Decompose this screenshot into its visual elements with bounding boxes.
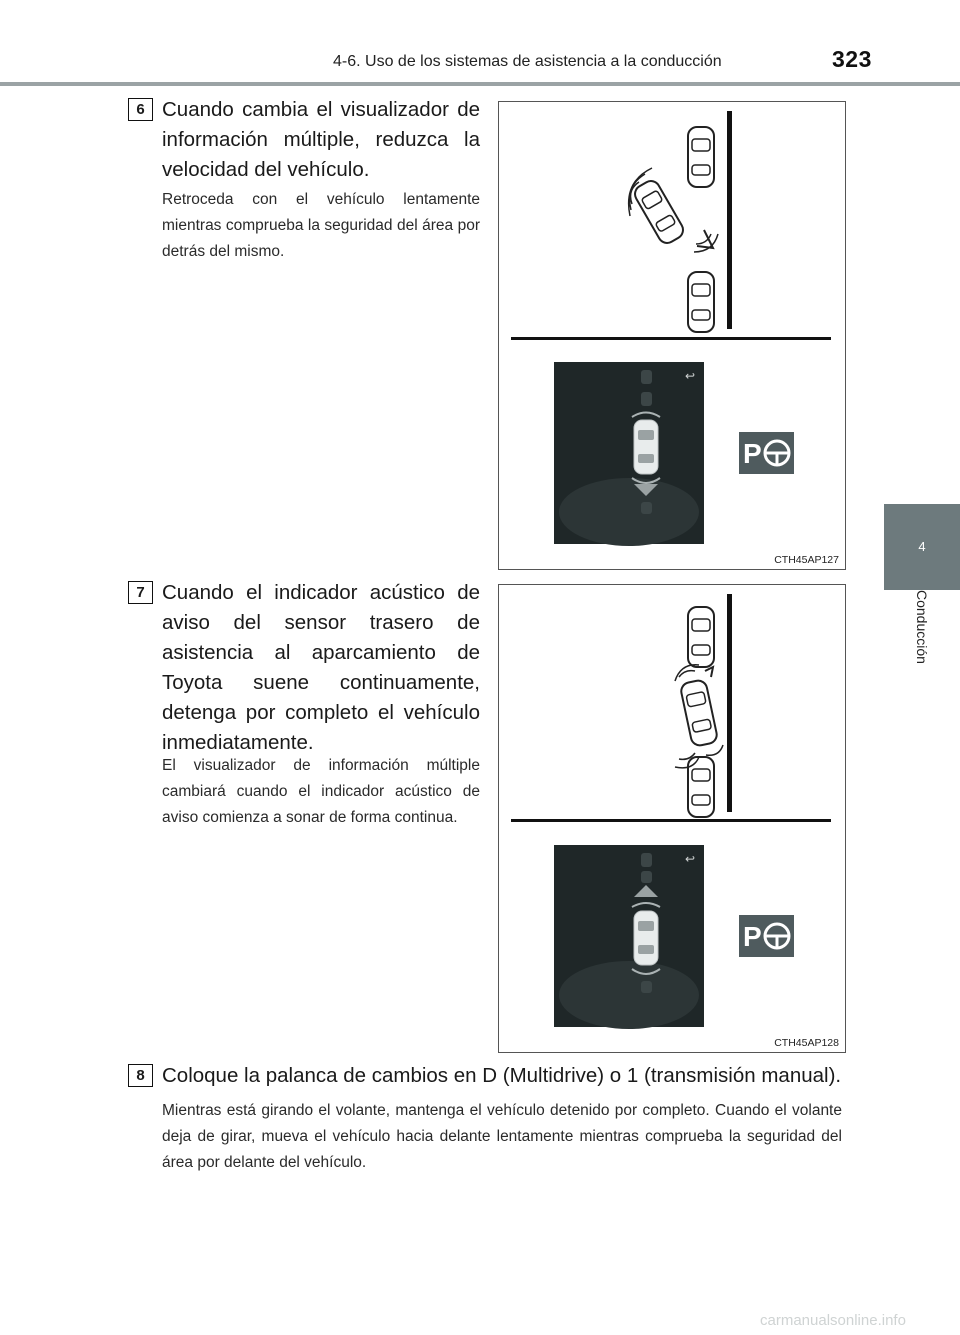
return-arrow-icon: ↩	[685, 369, 696, 383]
reversing-car-icon	[632, 178, 687, 246]
obstacle-block	[641, 370, 652, 384]
figure-step-7	[498, 584, 846, 1053]
vehicle-display-icon	[634, 420, 658, 474]
obstacle-block	[641, 853, 652, 867]
parked-car-bottom-icon	[688, 272, 714, 332]
page-number: 323	[832, 46, 872, 72]
parked-car-top-icon	[688, 127, 714, 187]
step-8-body: Mientras está girando el volante, mantenga el vehículo detenido por completo. Cuando el volante deja de girar, mueva el vehículo hacia delante lentamente mientras comprueba la seguridad del área por delante del vehículo.	[162, 1102, 842, 1171]
step-6-title: Cuando cambia el visualizador de información múltiple, reduzca la velocidad del vehículo.	[162, 98, 480, 181]
return-arrow-icon: ↩	[685, 852, 696, 866]
figure-divider	[511, 337, 831, 340]
figure-code-6: CTH45AP127	[774, 554, 839, 566]
parked-car-top-icon	[688, 607, 714, 667]
parking-steering-icon	[739, 432, 794, 474]
obstacle-block	[641, 392, 652, 406]
vehicle-display-icon	[634, 911, 658, 965]
reverse-arrow-icon	[697, 230, 713, 248]
parking-steering-icon	[739, 915, 794, 957]
chapter-label-container	[884, 590, 960, 760]
watermark: carmanualsonline.info	[760, 1312, 906, 1329]
figure-code-7: CTH45AP128	[774, 1037, 839, 1049]
chapter-tab: 4	[884, 504, 960, 590]
chapter-label: Conducción	[914, 590, 930, 664]
forward-arrow-icon	[705, 667, 713, 677]
stopped-car-icon	[680, 679, 719, 747]
step-number-6: 6	[128, 98, 153, 121]
header-rule	[0, 82, 960, 86]
obstacle-block	[641, 502, 652, 514]
obstacle-block	[641, 981, 652, 993]
curb-line	[727, 111, 732, 329]
multi-information-display	[554, 845, 704, 1029]
step-number-8: 8	[128, 1064, 153, 1087]
step-7-body: El visualizador de información múltiple cambiará cuando el indicador acústico de aviso comienza a sonar de forma continua.	[162, 757, 480, 826]
step-7-title: Cuando el indicador acústico de aviso del sensor trasero de asistencia al aparcamiento de Toyota suene continuamente, detenga por completo el vehículo inmediatamente.	[162, 581, 480, 754]
figure-step-6	[498, 101, 846, 570]
figure-divider	[511, 819, 831, 822]
svg-text:P: P	[743, 438, 762, 469]
parking-diagram-7	[499, 585, 845, 1052]
step-number-7: 7	[128, 581, 153, 604]
step-6-body: Retroceda con el vehículo lentamente mientras comprueba la seguridad del área por detrás del mismo.	[162, 191, 480, 260]
section-title: 4-6. Uso de los sistemas de asistencia a la conducción	[333, 53, 722, 70]
curb-line	[727, 594, 732, 812]
multi-information-display	[554, 362, 704, 546]
step-8-title: Coloque la palanca de cambios en D (Multidrive) o 1 (transmisión manual).	[162, 1064, 842, 1087]
svg-text:P: P	[743, 921, 762, 952]
parking-diagram-6	[499, 102, 845, 569]
obstacle-block	[641, 871, 652, 883]
